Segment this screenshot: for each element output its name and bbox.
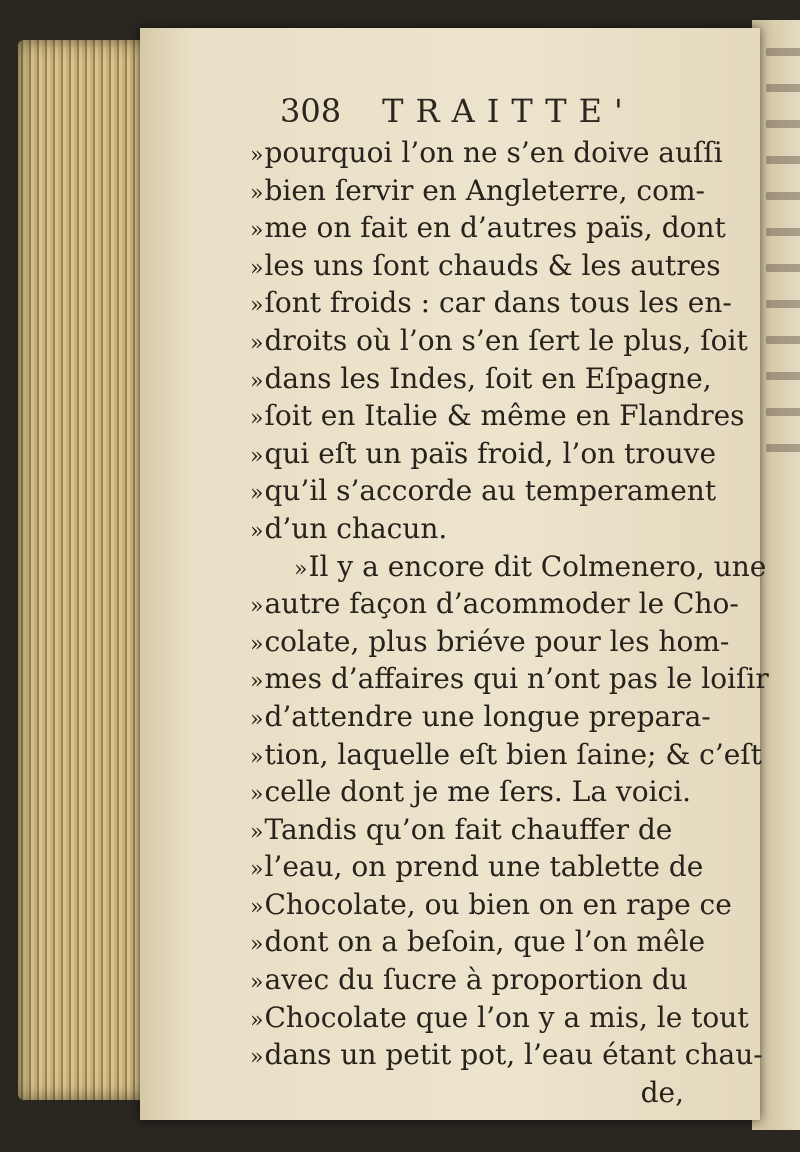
page-number: 308 bbox=[280, 92, 342, 130]
quote-mark: » bbox=[250, 669, 262, 695]
text-line: » l’eau, on prend une tablette de bbox=[250, 850, 704, 884]
text-line: » Chocolate, ou bien on en rape ce bbox=[250, 887, 732, 921]
quote-mark: » bbox=[294, 556, 306, 582]
running-title: TRAITTE' bbox=[382, 92, 635, 130]
quote-mark: » bbox=[250, 180, 262, 206]
quote-mark: » bbox=[250, 1045, 262, 1071]
quote-mark: » bbox=[250, 443, 262, 469]
quote-mark: » bbox=[250, 255, 262, 281]
quote-mark: » bbox=[250, 368, 262, 394]
text-line: » d’un chacun. bbox=[250, 511, 448, 545]
text-line: » avec du ſucre à proportion du bbox=[250, 963, 688, 997]
catchword: de, bbox=[640, 1075, 684, 1109]
quote-mark: » bbox=[250, 970, 262, 996]
text-line: » les uns ſont chauds & les autres bbox=[250, 248, 721, 282]
text-line: » qui eſt un païs froid, l’on trouve bbox=[250, 436, 717, 470]
quote-mark: » bbox=[250, 218, 262, 244]
quote-mark: » bbox=[250, 406, 262, 432]
text-line: » colate, plus briéve pour les hom- bbox=[250, 624, 730, 658]
quote-mark: » bbox=[250, 293, 262, 319]
text-line: » Tandis qu’on fait chauffer de bbox=[250, 812, 673, 846]
quote-mark: » bbox=[250, 518, 262, 544]
quote-mark: » bbox=[250, 857, 262, 883]
quote-mark: » bbox=[250, 594, 262, 620]
quote-mark: » bbox=[250, 744, 262, 770]
quote-mark: » bbox=[250, 932, 262, 958]
quote-mark: » bbox=[250, 706, 262, 732]
quote-mark: » bbox=[250, 631, 262, 657]
quote-mark: » bbox=[250, 894, 262, 920]
text-line: » tion, laquelle eſt bien ſaine; & c’eſt bbox=[250, 737, 762, 771]
text-line: » dans les Indes, ſoit en Eſpagne, bbox=[250, 361, 712, 395]
quote-mark: » bbox=[250, 143, 262, 168]
text-line: » pourquoi l’on ne s’en doive auſſi bbox=[250, 136, 723, 169]
text-line: » Chocolate que l’on y a mis, le tout bbox=[250, 1000, 749, 1034]
quote-mark: » bbox=[250, 330, 262, 356]
page-header bbox=[280, 92, 740, 136]
text-line: » me on fait en d’autres païs, dont bbox=[250, 211, 726, 245]
text-line: » ſont froids : car dans tous les en- bbox=[250, 286, 732, 320]
body-text bbox=[250, 134, 769, 1111]
quote-mark: » bbox=[250, 481, 262, 507]
text-line: » ſoit en Italie & même en Flandres bbox=[250, 399, 745, 433]
text-line: » mes d’affaires qui n’ont pas le loiſir bbox=[250, 662, 769, 696]
text-line: » Il y a encore dit Colmenero, une bbox=[294, 549, 767, 583]
text-line: » bien ſervir en Angleterre, com- bbox=[250, 173, 705, 207]
text-line: » d’attendre une longue prepara- bbox=[250, 699, 711, 733]
text-line: » droits où l’on s’en ſert le plus, ſoit bbox=[250, 323, 748, 357]
quote-mark: » bbox=[250, 819, 262, 845]
text-line: » qu’il s’accorde au temperament bbox=[250, 474, 717, 508]
text-line: » dans un petit pot, l’eau étant chau- bbox=[250, 1038, 763, 1072]
text-line: » celle dont je me ſers. La voici. bbox=[250, 775, 692, 809]
quote-mark: » bbox=[250, 782, 262, 808]
text-line: » dont on a beſoin, que l’on mêle bbox=[250, 925, 706, 959]
text-line: » autre façon d’acommoder le Cho- bbox=[250, 587, 739, 621]
quote-mark: » bbox=[250, 1007, 262, 1033]
